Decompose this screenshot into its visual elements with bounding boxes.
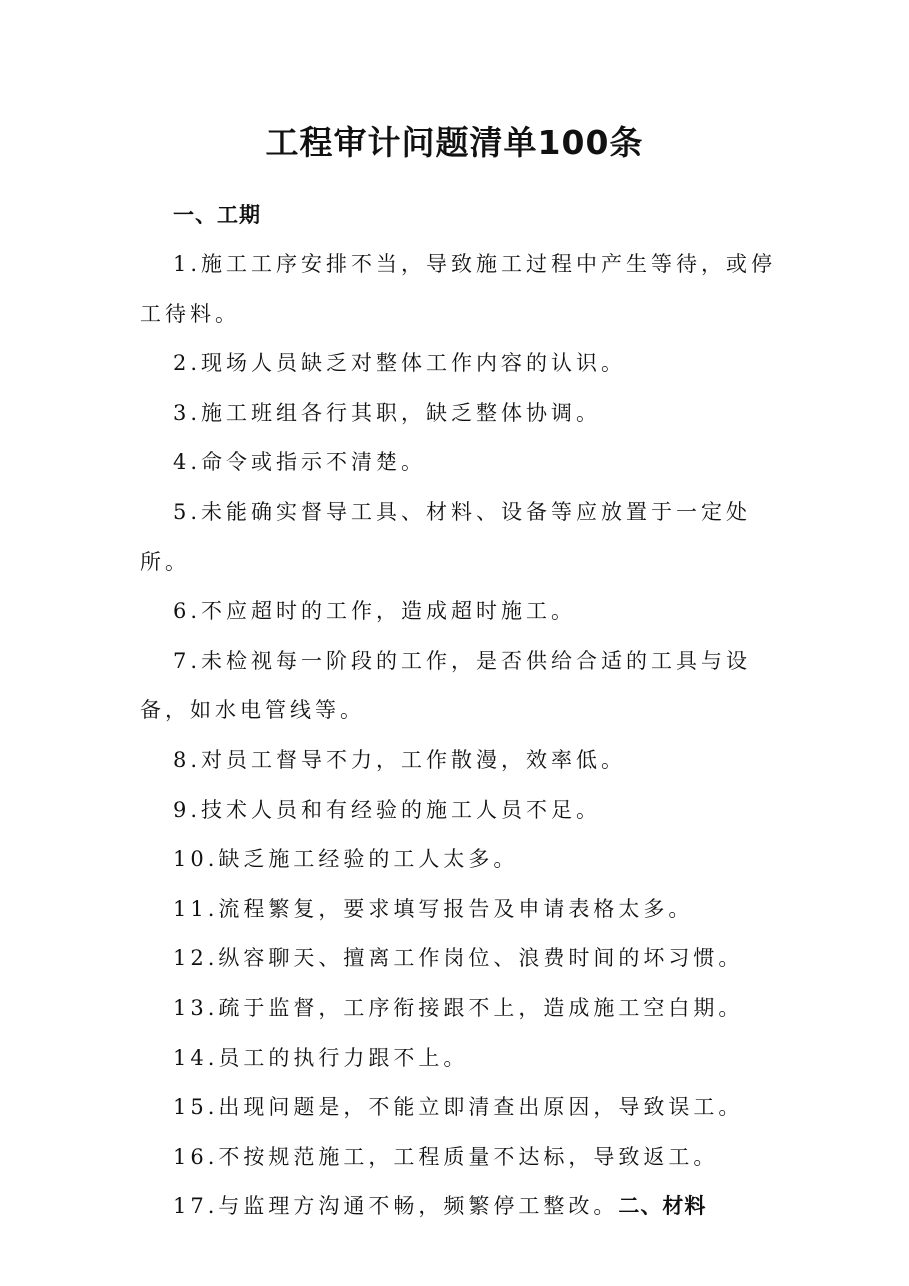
list-item: 14.员工的执行力跟不上。 bbox=[173, 1045, 469, 1070]
list-item: 7.未检视每一阶段的工作，是否供给合适的工具与设备，如水电管线等。 bbox=[140, 648, 752, 723]
list-item: 10.缺乏施工经验的工人太多。 bbox=[173, 847, 519, 872]
document-title: 工程审计问题清单100条 bbox=[265, 123, 644, 162]
list-item: 5.未能确实督导工具、材料、设备等应放置于一定处所。 bbox=[140, 499, 752, 574]
list-item: 12.纵容聊天、擅离工作岗位、浪费时间的坏习惯。 bbox=[173, 946, 744, 971]
list-item: 6.不应超时的工作，造成超时施工。 bbox=[173, 599, 577, 624]
list-item: 1.施工工序安排不当，导致施工过程中产生等待，或停工待料。 bbox=[140, 252, 777, 326]
list-item: 3.施工班组各行其职，缺乏整体协调。 bbox=[173, 400, 602, 425]
list-item: 11.流程繁复，要求填写报告及申请表格太多。 bbox=[173, 896, 694, 921]
list-item: 13.疏于监督，工序衔接跟不上，造成施工空白期。 bbox=[173, 995, 744, 1020]
list-item-last bbox=[140, 1182, 790, 1232]
list-item: 15.出现问题是，不能立即清查出原因，导致误工。 bbox=[173, 1095, 744, 1120]
list-item: 4.命令或指示不清楚。 bbox=[173, 450, 427, 475]
list-item: 2.现场人员缺乏对整体工作内容的认识。 bbox=[173, 351, 627, 376]
list-item: 16.不按规范施工，工程质量不达标，导致返工。 bbox=[173, 1144, 719, 1169]
list-item-text: 17.与监理方沟通不畅，频繁停工整改。 bbox=[173, 1194, 619, 1219]
section-heading-schedule: 一、工期 bbox=[173, 203, 261, 227]
section-heading-materials: 二、材料 bbox=[618, 1194, 707, 1219]
list-item: 8.对员工督导不力，工作散漫，效率低。 bbox=[173, 747, 627, 772]
issue-list bbox=[140, 240, 790, 1232]
list-item: 9.技术人员和有经验的施工人员不足。 bbox=[173, 797, 602, 822]
